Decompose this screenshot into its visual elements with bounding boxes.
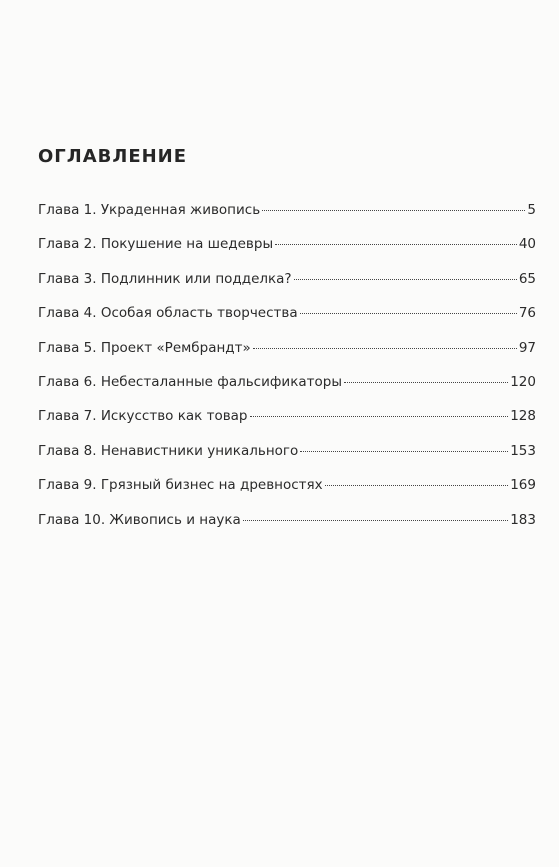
toc-entry-page-number: 97 bbox=[518, 339, 536, 356]
toc-entry-label: Глава 5. Проект «Рембрандт» bbox=[38, 339, 251, 356]
dot-leader bbox=[294, 278, 517, 280]
toc-entry-page-number: 128 bbox=[510, 408, 536, 425]
toc-entry-4 bbox=[38, 303, 536, 337]
dot-leader bbox=[300, 312, 517, 314]
dot-leader bbox=[275, 243, 517, 245]
toc-entry-label: Глава 2. Покушение на шедевры bbox=[38, 236, 274, 253]
toc-entry-label: Глава 9. Грязный бизнес на древностях bbox=[38, 477, 323, 494]
dot-leader bbox=[250, 415, 509, 417]
dot-leader bbox=[253, 347, 517, 349]
toc-entry-page-number: 65 bbox=[518, 270, 536, 287]
toc-entry-label: Глава 1. Украденная живопись bbox=[38, 202, 261, 218]
toc-entry-8 bbox=[38, 441, 536, 475]
toc-entry-label: Глава 8. Ненавистники уникального bbox=[38, 442, 299, 459]
dot-leader bbox=[243, 519, 508, 521]
dot-leader bbox=[300, 450, 508, 452]
toc-entry-3 bbox=[38, 269, 536, 303]
toc-entry-label: Глава 3. Подлинник или подделка? bbox=[38, 270, 292, 287]
toc-entry-10 bbox=[38, 510, 536, 544]
toc-entry-1 bbox=[38, 200, 536, 234]
dot-leader bbox=[344, 381, 508, 383]
dot-leader bbox=[325, 484, 509, 486]
toc-title: ОГЛАВЛЕНИЕ bbox=[38, 146, 188, 167]
toc-list bbox=[38, 200, 536, 544]
toc-entry-page-number: 153 bbox=[510, 442, 536, 459]
toc-entry-label: Глава 10. Живопись и наука bbox=[38, 511, 241, 528]
toc-entry-page-number: 5 bbox=[527, 202, 536, 218]
toc-entry-label: Глава 7. Искусство как товар bbox=[38, 408, 248, 425]
dot-leader bbox=[262, 209, 525, 211]
toc-entry-page-number: 120 bbox=[510, 373, 536, 390]
toc-entry-5 bbox=[38, 338, 536, 372]
toc-entry-page-number: 40 bbox=[518, 236, 536, 253]
toc-entry-label: Глава 4. Особая область творчества bbox=[38, 305, 298, 322]
toc-entry-9 bbox=[38, 475, 536, 509]
toc-entry-2 bbox=[38, 234, 536, 268]
toc-entry-page-number: 183 bbox=[510, 511, 536, 528]
toc-entry-7 bbox=[38, 406, 536, 440]
toc-entry-page-number: 76 bbox=[518, 305, 536, 322]
toc-entry-page-number: 169 bbox=[510, 477, 536, 494]
toc-entry-6 bbox=[38, 372, 536, 406]
toc-entry-label: Глава 6. Небесталанные фальсификаторы bbox=[38, 373, 342, 390]
